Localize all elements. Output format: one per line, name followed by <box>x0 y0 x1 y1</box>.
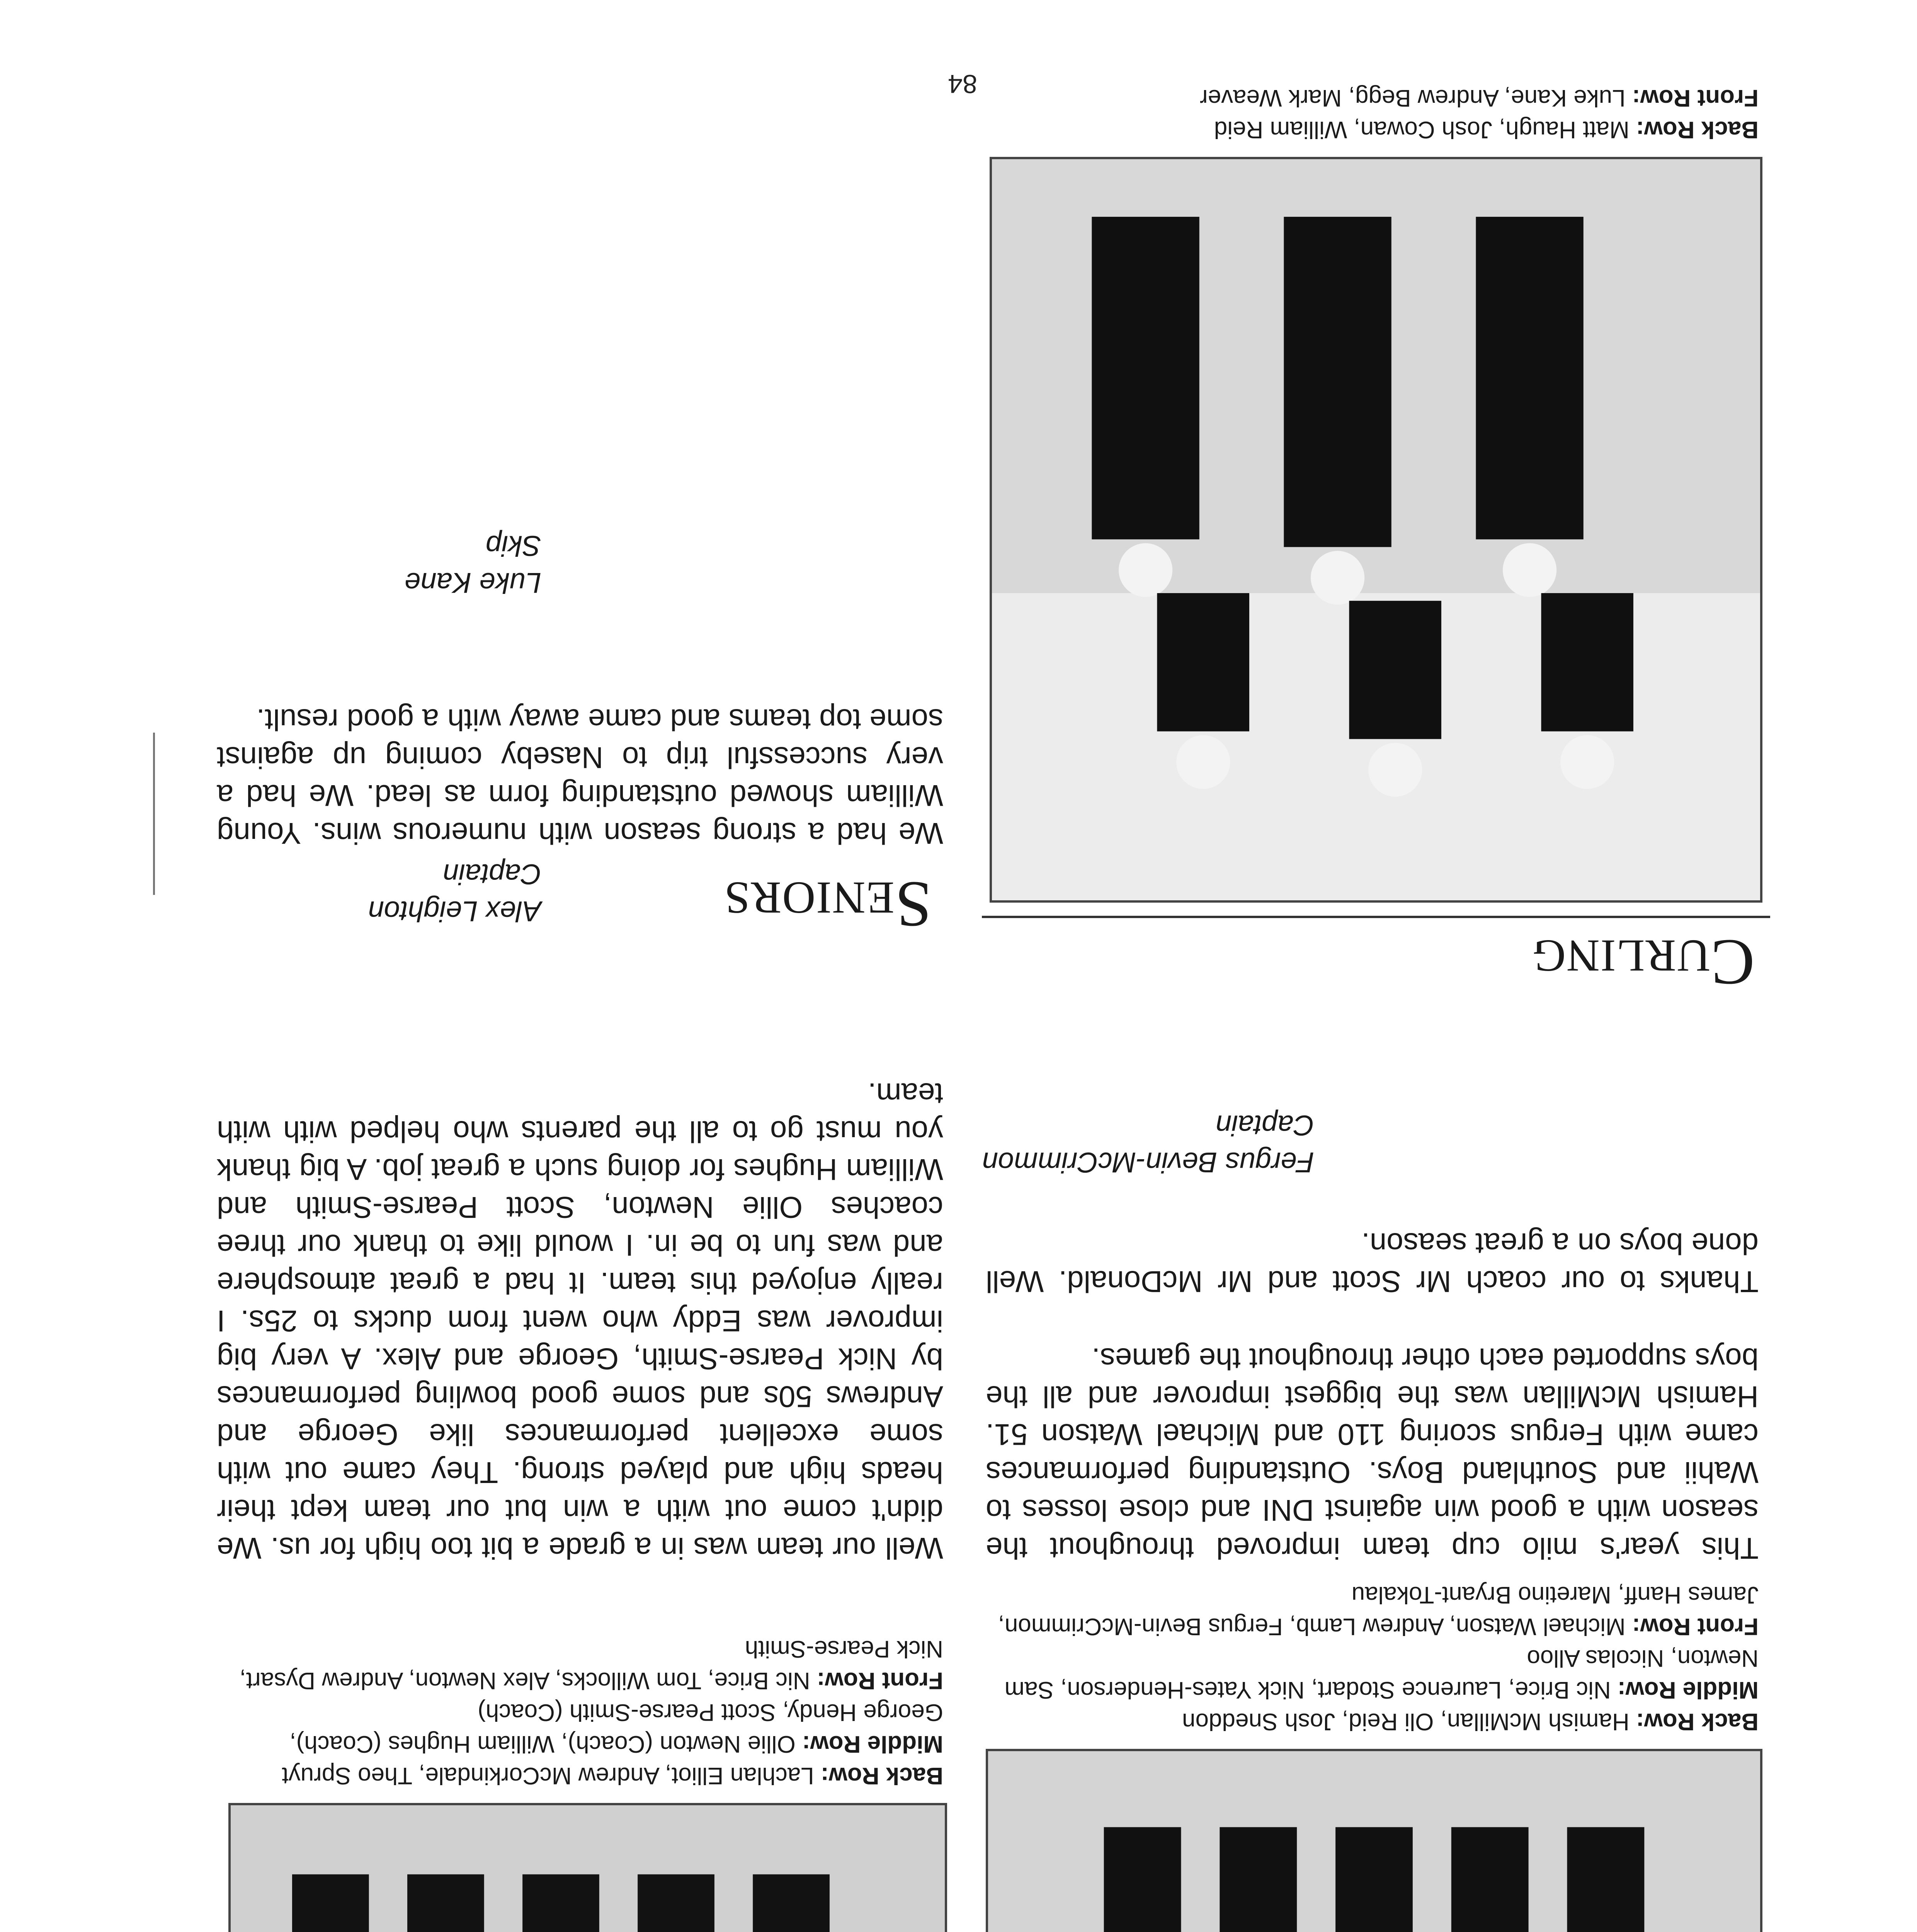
curling-back-row: Back Row: Matt Haugh, Josh Cowan, William Reid <box>1214 116 1759 143</box>
cricket-milo-middle-row: Middle Row: Nic Brice, Laurence Stodart, Nick Yates-Henderson, Sam Newton, Nicolas Alloo <box>1004 1645 1759 1703</box>
cricket-yr-caption <box>217 1633 943 1791</box>
cricket-milo-back-row: Back Row: Hamish McMillan, Oli Reid, Josh Sneddon <box>1182 1708 1759 1735</box>
cricket-milo-captain <box>966 1107 1314 1181</box>
seniors-signoff <box>232 527 541 601</box>
cricket-milo-report: This year's milo cup team improved throughout the season with a good win against DNI and close losses to Wahii and Southland Boys. Outstanding performances came with Fergus scoring 110 and Michael Watson 51. Hamish McMillan was the biggest improver and all the boys supported each other throughout the games. <box>986 1342 1759 1565</box>
cricket-yr-captain <box>232 855 541 930</box>
cricket-milo-thanks: Thanks to our coach Mr Scott and Mr McDonald. Well done boys on a great season. <box>986 1227 1759 1299</box>
cricket-yr-captain-role: Captain <box>442 858 541 890</box>
seniors-signoff-role: Skip <box>486 530 541 562</box>
cricket-yr-captain-name: Alex Leighton <box>368 895 541 927</box>
seniors-signoff-name: Luke Kane <box>405 567 541 599</box>
cricket-milo-team-photo <box>986 1749 1762 1932</box>
curling-caption <box>986 82 1759 145</box>
cricket-milo-caption <box>986 1579 1759 1737</box>
scan-margin-mark <box>153 733 155 895</box>
page-number: 84 <box>948 69 977 99</box>
cricket-yr-front-row: Front Row: Nic Brice, Tom Willocks, Alex Newton, Andrew Dysart, Nick Pearse-Smith <box>239 1636 943 1694</box>
curling-title: Curling <box>1532 926 1755 999</box>
cricket-milo-front-row: Front Row: Michael Watson, Andrew Lamb, Fergus Bevin-McCrimmon, James Hanff, Maretino Bryant-Tokalau <box>998 1582 1759 1640</box>
curling-rule <box>982 916 1770 918</box>
cricket-yr-team-photo <box>228 1803 947 1932</box>
cricket-yr-back-row: Back Row: Lachlan Elliot, Andrew McCorkindale, Theo Spruyt <box>282 1762 943 1789</box>
curling-front-row: Front Row: Luke Kane, Andrew Begg, Mark Weaver <box>1199 85 1759 111</box>
seniors-report: We had a strong season with numerous wins. Young William showed outstanding form as lead. We had a very successful trip to Naseby coming up against some top teams and came away with a good result. <box>217 703 943 850</box>
cricket-milo-captain-name: Fergus Bevin-McCrimmon <box>982 1146 1314 1179</box>
cricket-yr-report: Well our team was in a grade a bit too high for us. We didn't come out with a win but our team kept their heads high and played strong. They came out with some excellent performances like George and Andrews 50s and some good bowling performances by Nick Pearse-Smith, George and Alex. A very big improver was Eddy who went from ducks to 25s. I really enjoyed this team. It had a great atmosphere and was fun to be in. I would like to thank our three coaches Ollie Newton, Scott Pearse-Smith and William Hughes for doing such a great job. A big thank you must go to all the parents who helped with with team. <box>217 1077 943 1565</box>
curling-team-photo <box>990 157 1762 903</box>
cricket-milo-captain-role: Captain <box>1215 1109 1314 1141</box>
cricket-yr-middle-row: Middle Row: Ollie Newton (Coach), William Hughes (Coach), George Hendy, Scott Pearse-Smith (Coach) <box>289 1699 943 1757</box>
seniors-title: Seniors <box>723 868 932 941</box>
